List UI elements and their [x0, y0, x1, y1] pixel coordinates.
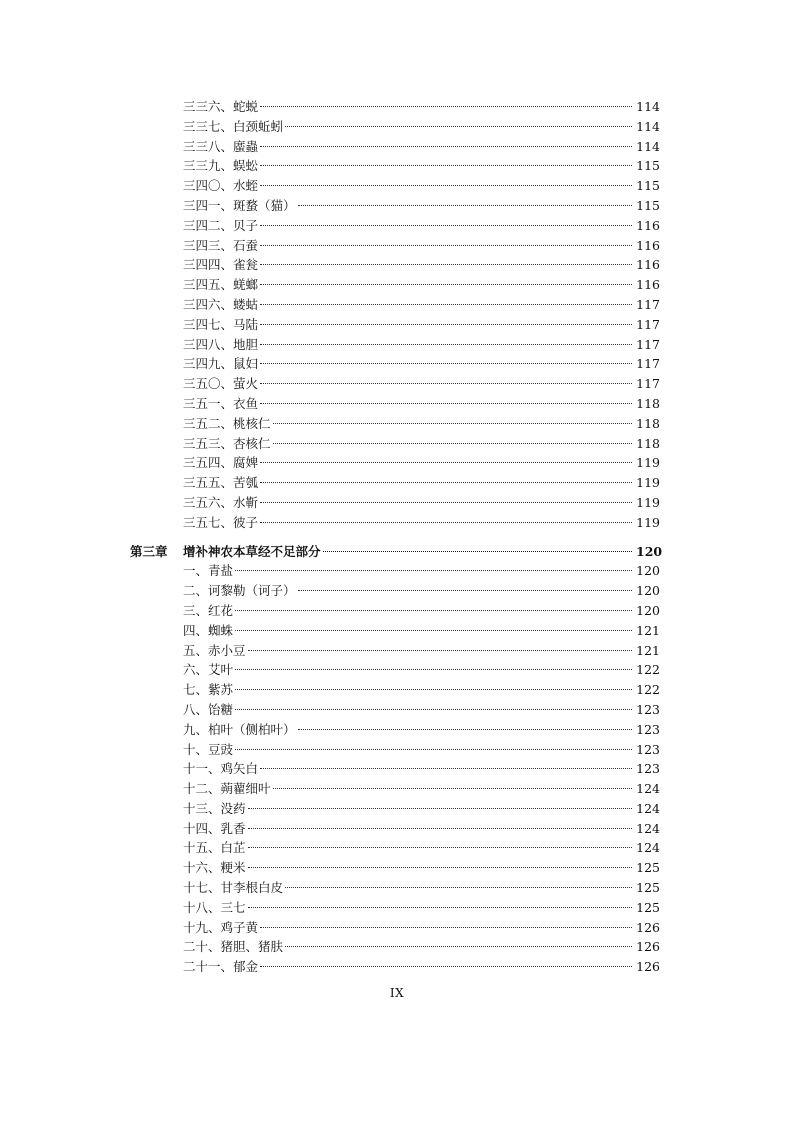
toc-entry-label: 三五三、杏核仁: [183, 435, 271, 451]
leader-dots: [235, 709, 632, 710]
toc-entry-page-number: 126: [636, 959, 660, 975]
toc-entry[interactable]: [0, 453, 794, 473]
toc-entry[interactable]: [0, 374, 794, 394]
toc-entry[interactable]: [0, 858, 794, 878]
toc-entry-page-number: 114: [636, 138, 660, 154]
toc-entry-page-number: 116: [636, 277, 660, 293]
toc-entry-label: 三三九、蜈蚣: [183, 158, 259, 174]
toc-entry-page-number: 119: [636, 494, 660, 510]
toc-entry[interactable]: [0, 918, 794, 938]
toc-entry-page-number: 124: [636, 840, 660, 856]
toc-entry-page-number: 124: [636, 781, 660, 797]
toc-chapter-row[interactable]: [0, 542, 794, 562]
table-of-contents: [0, 97, 794, 977]
toc-entry[interactable]: [0, 581, 794, 601]
leader-dots: [260, 106, 632, 107]
toc-entry-label: 三五五、苦瓠: [183, 475, 259, 491]
toc-entry-page-number: 123: [636, 721, 660, 737]
toc-entry-page-number: 117: [636, 296, 660, 312]
toc-entry-label: 三四〇、水蛭: [183, 178, 259, 194]
toc-entry[interactable]: [0, 156, 794, 176]
toc-entry[interactable]: [0, 621, 794, 641]
toc-entry-page-number: 114: [636, 99, 660, 114]
toc-entry-label: 三四九、鼠妇: [183, 356, 259, 372]
toc-entry-page-number: 121: [636, 642, 660, 658]
leader-dots: [260, 185, 632, 186]
leader-dots: [260, 304, 632, 305]
toc-entry-label: 三五〇、萤火: [183, 376, 259, 392]
toc-entry-page-number: 115: [636, 197, 660, 213]
leader-dots: [260, 403, 632, 404]
toc-entry[interactable]: [0, 97, 794, 117]
leader-dots: [323, 551, 632, 552]
leader-dots: [273, 443, 632, 444]
toc-entry[interactable]: [0, 838, 794, 858]
toc-entry[interactable]: [0, 117, 794, 137]
toc-entry-label: 三四六、蝼蛄: [183, 296, 259, 312]
leader-dots: [285, 946, 632, 947]
toc-entry[interactable]: [0, 680, 794, 700]
toc-entry[interactable]: [0, 354, 794, 374]
toc-entry-label: 三四三、石蚕: [183, 237, 259, 253]
toc-entry-page-number: 114: [636, 118, 660, 134]
toc-entry-page-number: 119: [636, 475, 660, 491]
leader-dots: [273, 423, 632, 424]
leader-dots: [260, 383, 632, 384]
toc-entry-page-number: 119: [636, 514, 660, 530]
toc-entry-page-number: 116: [636, 217, 660, 233]
toc-entry-page-number: 116: [636, 237, 660, 253]
toc-entry-label: 三五二、桃核仁: [183, 415, 271, 431]
leader-dots: [260, 927, 632, 928]
leader-dots: [235, 749, 632, 750]
leader-dots: [260, 146, 632, 147]
leader-dots: [298, 205, 632, 206]
chapter-number: 第三章: [130, 543, 168, 559]
toc-entry-page-number: 117: [636, 356, 660, 372]
leader-dots: [235, 689, 632, 690]
toc-entry-page-number: 120: [636, 583, 660, 599]
toc-entry[interactable]: [0, 641, 794, 661]
toc-entry-label: 十七、甘李根白皮: [183, 880, 284, 896]
leader-dots: [298, 590, 632, 591]
toc-entry-page-number: 117: [636, 316, 660, 332]
toc-entry[interactable]: [0, 315, 794, 335]
leader-dots: [248, 907, 632, 908]
toc-entry-label: 三三八、䗪蟲: [183, 138, 259, 154]
toc-entry[interactable]: [0, 957, 794, 977]
toc-entry[interactable]: [0, 275, 794, 295]
toc-entry-label: 十四、乳香: [183, 820, 246, 836]
toc-entry-page-number: 126: [636, 919, 660, 935]
leader-dots: [260, 264, 632, 265]
leader-dots: [260, 284, 632, 285]
toc-entry-page-number: 123: [636, 741, 660, 757]
chapter-page-number: 120: [636, 543, 663, 559]
toc-entry-label: 三四八、地胆: [183, 336, 259, 352]
toc-entry[interactable]: [0, 513, 794, 533]
toc-section-b: [0, 561, 794, 977]
toc-entry-label: 十六、粳米: [183, 860, 246, 876]
leader-dots: [235, 610, 632, 611]
toc-entry[interactable]: [0, 335, 794, 355]
toc-entry-label: 三五一、衣鱼: [183, 395, 259, 411]
toc-entry-page-number: 126: [636, 939, 660, 955]
leader-dots: [248, 828, 632, 829]
leader-dots: [260, 245, 632, 246]
toc-entry-label: 十、豆豉: [183, 741, 234, 757]
page-footer-number: IX: [389, 986, 405, 1000]
toc-entry-page-number: 124: [636, 820, 660, 836]
toc-entry-label: 十一、鸡矢白: [183, 761, 259, 777]
toc-entry[interactable]: [0, 561, 794, 581]
leader-dots: [260, 165, 632, 166]
toc-entry-page-number: 117: [636, 336, 660, 352]
toc-entry-label: 六、艾叶: [183, 662, 234, 678]
toc-entry[interactable]: [0, 176, 794, 196]
toc-entry[interactable]: [0, 473, 794, 493]
leader-dots: [273, 788, 632, 789]
toc-entry[interactable]: [0, 295, 794, 315]
toc-entry-page-number: 125: [636, 860, 660, 876]
toc-entry-page-number: 119: [636, 455, 660, 471]
toc-entry-label: 三四四、雀瓮: [183, 257, 259, 273]
toc-entry[interactable]: [0, 601, 794, 621]
toc-entry[interactable]: [0, 216, 794, 236]
toc-entry-label: 四、蜘蛛: [183, 622, 234, 638]
toc-entry-label: 三三六、蛇蜕: [183, 99, 259, 114]
toc-entry[interactable]: [0, 414, 794, 434]
leader-dots: [260, 966, 632, 967]
toc-entry[interactable]: [0, 137, 794, 157]
toc-entry-label: 一、青盐: [183, 563, 234, 579]
toc-entry[interactable]: [0, 799, 794, 819]
toc-entry-page-number: 123: [636, 761, 660, 777]
toc-entry-page-number: 118: [636, 435, 660, 451]
toc-entry[interactable]: [0, 740, 794, 760]
toc-entry-label: 八、饴糖: [183, 701, 234, 717]
leader-dots: [260, 768, 632, 769]
toc-entry[interactable]: [0, 937, 794, 957]
toc-entry-label: 十九、鸡子黄: [183, 919, 259, 935]
toc-entry[interactable]: [0, 493, 794, 513]
toc-entry-page-number: 118: [636, 415, 660, 431]
toc-entry-label: 三五六、水靳: [183, 494, 259, 510]
toc-entry-page-number: 124: [636, 800, 660, 816]
toc-entry-label: 三四五、蜣螂: [183, 277, 259, 293]
leader-dots: [285, 126, 632, 127]
leader-dots: [260, 502, 632, 503]
toc-entry-page-number: 117: [636, 376, 660, 392]
toc-entry-label: 五、赤小豆: [183, 642, 246, 658]
toc-entry-label: 十二、蒴藋细叶: [183, 781, 271, 797]
leader-dots: [298, 729, 632, 730]
toc-entry[interactable]: [0, 196, 794, 216]
toc-entry-page-number: 125: [636, 899, 660, 915]
leader-dots: [235, 669, 632, 670]
toc-entry[interactable]: [0, 255, 794, 275]
toc-entry-label: 十三、没药: [183, 800, 246, 816]
toc-entry[interactable]: [0, 898, 794, 918]
leader-dots: [260, 522, 632, 523]
toc-entry-label: 十八、三七: [183, 899, 246, 915]
toc-entry-label: 三五七、彼子: [183, 514, 259, 530]
toc-entry-label: 二十一、郁金: [183, 959, 259, 975]
toc-entry-label: 十五、白芷: [183, 840, 246, 856]
leader-dots: [260, 344, 632, 345]
toc-entry-label: 三、红花: [183, 602, 234, 618]
toc-entry-page-number: 123: [636, 701, 660, 717]
toc-entry[interactable]: [0, 434, 794, 454]
leader-dots: [260, 482, 632, 483]
toc-entry-page-number: 115: [636, 158, 660, 174]
toc-entry-label: 二、诃黎勒（诃子）: [183, 583, 296, 599]
toc-entry-page-number: 121: [636, 622, 660, 638]
toc-entry-page-number: 120: [636, 602, 660, 618]
leader-dots: [260, 225, 632, 226]
toc-entry-page-number: 118: [636, 395, 660, 411]
leader-dots: [235, 570, 632, 571]
leader-dots: [248, 867, 632, 868]
toc-entry[interactable]: [0, 700, 794, 720]
leader-dots: [260, 324, 632, 325]
toc-entry-label: 二十、猪胆、猪肤: [183, 939, 284, 955]
leader-dots: [248, 847, 632, 848]
toc-entry-page-number: 115: [636, 178, 660, 194]
toc-entry[interactable]: [0, 394, 794, 414]
leader-dots: [248, 808, 632, 809]
toc-entry-label: 九、柏叶（侧柏叶）: [183, 721, 296, 737]
leader-dots: [248, 650, 632, 651]
toc-entry[interactable]: [0, 759, 794, 779]
toc-entry-label: 三四一、斑蝥（猫）: [183, 197, 296, 213]
leader-dots: [285, 887, 632, 888]
toc-entry-label: 三五四、腐婢: [183, 455, 259, 471]
toc-entry[interactable]: [0, 878, 794, 898]
toc-entry-page-number: 120: [636, 563, 660, 579]
toc-entry-page-number: 125: [636, 880, 660, 896]
toc-entry[interactable]: [0, 720, 794, 740]
toc-entry[interactable]: [0, 819, 794, 839]
toc-entry-label: 三四二、贝子: [183, 217, 259, 233]
leader-dots: [260, 363, 632, 364]
leader-dots: [235, 630, 632, 631]
chapter-title: 增补神农本草经不足部分: [183, 543, 321, 559]
toc-entry[interactable]: [0, 236, 794, 256]
toc-entry-page-number: 122: [636, 662, 660, 678]
toc-entry[interactable]: [0, 660, 794, 680]
toc-entry-label: 三三七、白颈蚯蚓: [183, 118, 284, 134]
toc-entry[interactable]: [0, 779, 794, 799]
toc-entry-page-number: 116: [636, 257, 660, 273]
toc-entry-label: 三四七、马陆: [183, 316, 259, 332]
toc-section-a: [0, 97, 794, 533]
toc-entry-label: 七、紫苏: [183, 682, 234, 698]
leader-dots: [260, 462, 632, 463]
toc-entry-page-number: 122: [636, 682, 660, 698]
